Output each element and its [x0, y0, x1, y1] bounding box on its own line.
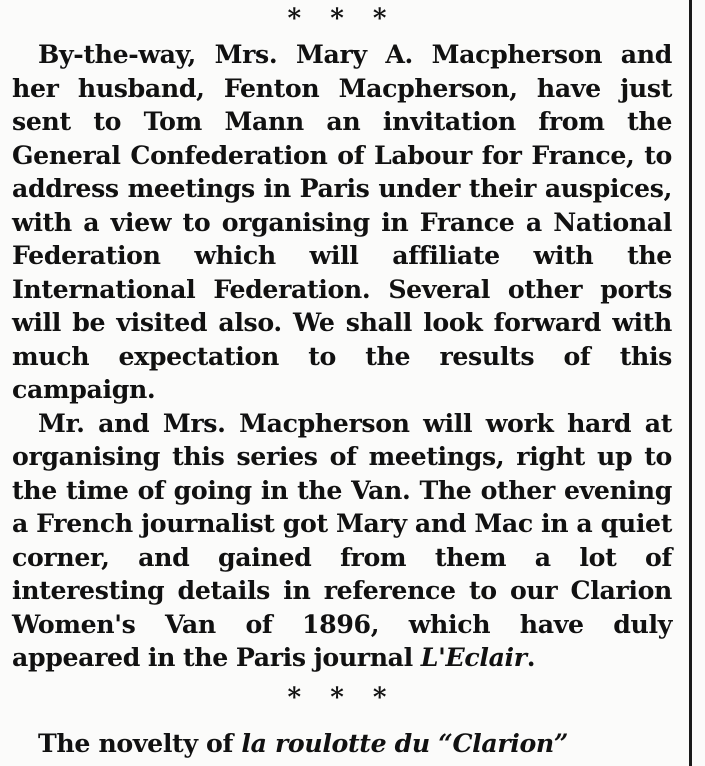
cutoff-italic-text: la roulotte du “Clarion”	[241, 727, 569, 758]
section-separator-bottom: * * *	[287, 682, 397, 713]
paragraph-meetings-end: .	[526, 642, 536, 672]
section-separator-top: * * *	[287, 4, 397, 34]
column-rule	[689, 0, 692, 766]
paragraph-meetings-text: Mr. and Mrs. Macpherson will work hard at organising this series of meetings, right up to the time of going in the Van. The other evening a French journalist got Mary and Mac in a quiet corner, and gained from them a lot of interesting details in reference to our Clarion Women's Van of 1896, which have duly appeared in the Paris journal	[12, 407, 672, 672]
paragraph-meetings	[12, 407, 672, 675]
paragraph-invitation: By-the-way, Mrs. Mary A. Macpherson and her husband, Fenton Macpherson, have just sent to Tom Mann an invitation from the General Confederation of Labour for France, to address meetings in Paris under their auspices, with a view to organising in France a National Federation which will affiliate with the International Federation. Several other ports will be visited also. We shall look forward with much expectation to the results of this campaign.	[12, 39, 672, 404]
article-column	[12, 0, 672, 760]
cutoff-next-paragraph	[12, 727, 672, 761]
cutoff-text: The novelty of	[38, 727, 242, 758]
journal-name: L'Eclair	[420, 642, 527, 672]
